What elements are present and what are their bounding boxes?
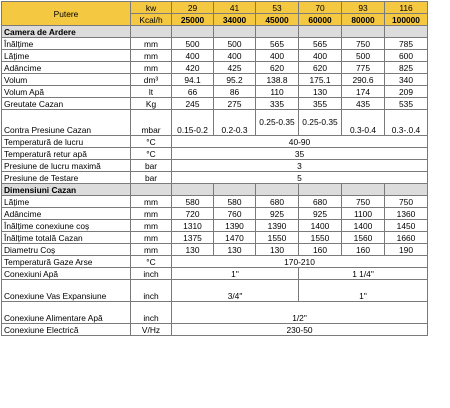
row-label: Înălțime (2, 38, 131, 50)
cell-value: 1310 (172, 220, 214, 232)
table-row (2, 74, 428, 86)
cell-value: 0.25-0.35 (256, 110, 299, 136)
merged-value: 35 (172, 148, 428, 160)
cell-value: 0.3-0.4 (342, 110, 385, 136)
section-title: Camera de Ardere (2, 26, 131, 38)
merged-value: 40-90 (172, 136, 428, 148)
cell-value: 1470 (214, 232, 256, 244)
cell-value: 580 (214, 196, 256, 208)
row-label: Conexiune Alimentare Apă (2, 302, 131, 324)
row-unit: mbar (131, 110, 172, 136)
cell-value: 138.8 (256, 74, 299, 86)
cell-value: 290.6 (342, 74, 385, 86)
header-kw-cell: 116 (385, 2, 428, 14)
merged-value-right: 1" (299, 280, 428, 302)
cell-value: 0.2-0.3 (214, 110, 256, 136)
row-unit: mm (131, 208, 172, 220)
cell-value: 565 (256, 38, 299, 50)
row-label: Temperatură de lucru (2, 136, 131, 148)
header-unit-kcal: Kcal/h (131, 14, 172, 26)
header-kw-cell: 53 (256, 2, 299, 14)
cell-value: 0.25-0.35 (299, 110, 342, 136)
cell-value: 110 (256, 86, 299, 98)
spec-table-container (1, 1, 428, 336)
cell-value: 95.2 (214, 74, 256, 86)
merged-value: 1/2" (172, 302, 428, 324)
cell-value: 1560 (342, 232, 385, 244)
row-unit: lt (131, 86, 172, 98)
cell-value: 160 (299, 244, 342, 256)
table-row (2, 172, 428, 184)
row-unit: mm (131, 62, 172, 74)
cell-value: 1390 (214, 220, 256, 232)
header-kcal-cell: 100000 (385, 14, 428, 26)
header-kcal-cell: 25000 (172, 14, 214, 26)
cell-value: 925 (256, 208, 299, 220)
row-label: Adâncime (2, 62, 131, 74)
cell-value: 435 (342, 98, 385, 110)
table-row (2, 324, 428, 336)
merged-value: 170-210 (172, 256, 428, 268)
cell-value: 785 (385, 38, 428, 50)
table-row (2, 268, 428, 280)
table-row (2, 148, 428, 160)
cell-value: 1400 (342, 220, 385, 232)
row-unit: Kg (131, 98, 172, 110)
cell-value: 825 (385, 62, 428, 74)
header-kw-cell: 41 (214, 2, 256, 14)
header-kw-cell: 29 (172, 2, 214, 14)
table-row (2, 38, 428, 50)
spec-table (1, 1, 428, 336)
row-label: Temperatură Gaze Arse (2, 256, 131, 268)
cell-value: 400 (172, 50, 214, 62)
header-kcal-cell: 34000 (214, 14, 256, 26)
section-title-row (2, 184, 428, 196)
cell-value: 130 (214, 244, 256, 256)
header-unit-kw: kw (131, 2, 172, 14)
table-row (2, 256, 428, 268)
row-unit: mm (131, 244, 172, 256)
merged-value: 230-50 (172, 324, 428, 336)
row-unit: inch (131, 280, 172, 302)
table-row (2, 86, 428, 98)
cell-value: 275 (214, 98, 256, 110)
cell-value: 160 (342, 244, 385, 256)
row-label: Conexiune Vas Expansiune (2, 280, 131, 302)
cell-value: 130 (299, 86, 342, 98)
cell-value: 130 (172, 244, 214, 256)
cell-value: 620 (299, 62, 342, 74)
cell-value: 245 (172, 98, 214, 110)
row-unit: bar (131, 172, 172, 184)
row-unit: inch (131, 302, 172, 324)
cell-value: 425 (214, 62, 256, 74)
row-label: Lățime (2, 196, 131, 208)
cell-value: 1390 (256, 220, 299, 232)
cell-value: 175.1 (299, 74, 342, 86)
cell-value: 1360 (385, 208, 428, 220)
merged-value: 5 (172, 172, 428, 184)
table-row (2, 208, 428, 220)
row-unit: °C (131, 148, 172, 160)
cell-value: 720 (172, 208, 214, 220)
row-label: Greutate Cazan (2, 98, 131, 110)
header-kw-cell: 70 (299, 2, 342, 14)
row-label: Înălțime conexiune coș (2, 220, 131, 232)
table-row (2, 280, 428, 302)
cell-value: 1660 (385, 232, 428, 244)
cell-value: 535 (385, 98, 428, 110)
cell-value: 680 (299, 196, 342, 208)
cell-value: 335 (256, 98, 299, 110)
row-unit: °C (131, 256, 172, 268)
cell-value: 500 (342, 50, 385, 62)
section-title-row (2, 26, 428, 38)
row-unit: mm (131, 232, 172, 244)
cell-value: 620 (256, 62, 299, 74)
cell-value: 1550 (299, 232, 342, 244)
cell-value: 565 (299, 38, 342, 50)
cell-value: 750 (385, 196, 428, 208)
table-row (2, 196, 428, 208)
row-unit: mm (131, 196, 172, 208)
merged-value: 3 (172, 160, 428, 172)
row-unit: V/Hz (131, 324, 172, 336)
row-label: Conexiuni Apă (2, 268, 131, 280)
cell-value: 1100 (342, 208, 385, 220)
row-unit: inch (131, 268, 172, 280)
table-row (2, 136, 428, 148)
row-label: Presiune de Testare (2, 172, 131, 184)
cell-value: 500 (214, 38, 256, 50)
table-row (2, 160, 428, 172)
row-label: Adâncime (2, 208, 131, 220)
cell-value: 0.15-0.2 (172, 110, 214, 136)
row-label: Lățime (2, 50, 131, 62)
table-row (2, 62, 428, 74)
cell-value: 66 (172, 86, 214, 98)
row-label: Înălțime totală Cazan (2, 232, 131, 244)
row-unit: dm³ (131, 74, 172, 86)
cell-value: 420 (172, 62, 214, 74)
cell-value: 400 (299, 50, 342, 62)
cell-value: 0.3-.0.4 (385, 110, 428, 136)
table-row (2, 220, 428, 232)
header-kcal-cell: 60000 (299, 14, 342, 26)
cell-value: 190 (385, 244, 428, 256)
row-unit: bar (131, 160, 172, 172)
cell-value: 209 (385, 86, 428, 98)
cell-value: 775 (342, 62, 385, 74)
table-row (2, 110, 428, 136)
section-title: Dimensiuni Cazan (2, 184, 131, 196)
cell-value: 680 (256, 196, 299, 208)
cell-value: 400 (256, 50, 299, 62)
cell-value: 1550 (256, 232, 299, 244)
cell-value: 174 (342, 86, 385, 98)
cell-value: 760 (214, 208, 256, 220)
row-unit: mm (131, 38, 172, 50)
header-kw-cell: 93 (342, 2, 385, 14)
cell-value: 94.1 (172, 74, 214, 86)
row-unit: mm (131, 220, 172, 232)
cell-value: 1375 (172, 232, 214, 244)
header-row-kw (2, 2, 428, 14)
row-label: Volum Apă (2, 86, 131, 98)
cell-value: 580 (172, 196, 214, 208)
cell-value: 1400 (299, 220, 342, 232)
cell-value: 600 (385, 50, 428, 62)
cell-value: 750 (342, 196, 385, 208)
row-label: Conexiune Electrică (2, 324, 131, 336)
table-row (2, 302, 428, 324)
row-unit: °C (131, 136, 172, 148)
cell-value: 500 (172, 38, 214, 50)
cell-value: 400 (214, 50, 256, 62)
cell-value: 355 (299, 98, 342, 110)
cell-value: 86 (214, 86, 256, 98)
row-label: Contra Presiune Cazan (2, 110, 131, 136)
header-kcal-cell: 45000 (256, 14, 299, 26)
table-row (2, 98, 428, 110)
cell-value: 925 (299, 208, 342, 220)
row-unit: mm (131, 50, 172, 62)
cell-value: 1450 (385, 220, 428, 232)
header-label: Putere (2, 2, 131, 26)
cell-value: 340 (385, 74, 428, 86)
cell-value: 750 (342, 38, 385, 50)
merged-value-left: 3/4" (172, 280, 299, 302)
table-row (2, 50, 428, 62)
row-label: Presiune de lucru maximă (2, 160, 131, 172)
merged-value-right: 1 1/4" (299, 268, 428, 280)
row-label: Temperatură retur apă (2, 148, 131, 160)
table-row (2, 232, 428, 244)
merged-value-left: 1" (172, 268, 299, 280)
row-label: Diametru Coș (2, 244, 131, 256)
cell-value: 130 (256, 244, 299, 256)
table-row (2, 244, 428, 256)
header-kcal-cell: 80000 (342, 14, 385, 26)
row-label: Volum (2, 74, 131, 86)
